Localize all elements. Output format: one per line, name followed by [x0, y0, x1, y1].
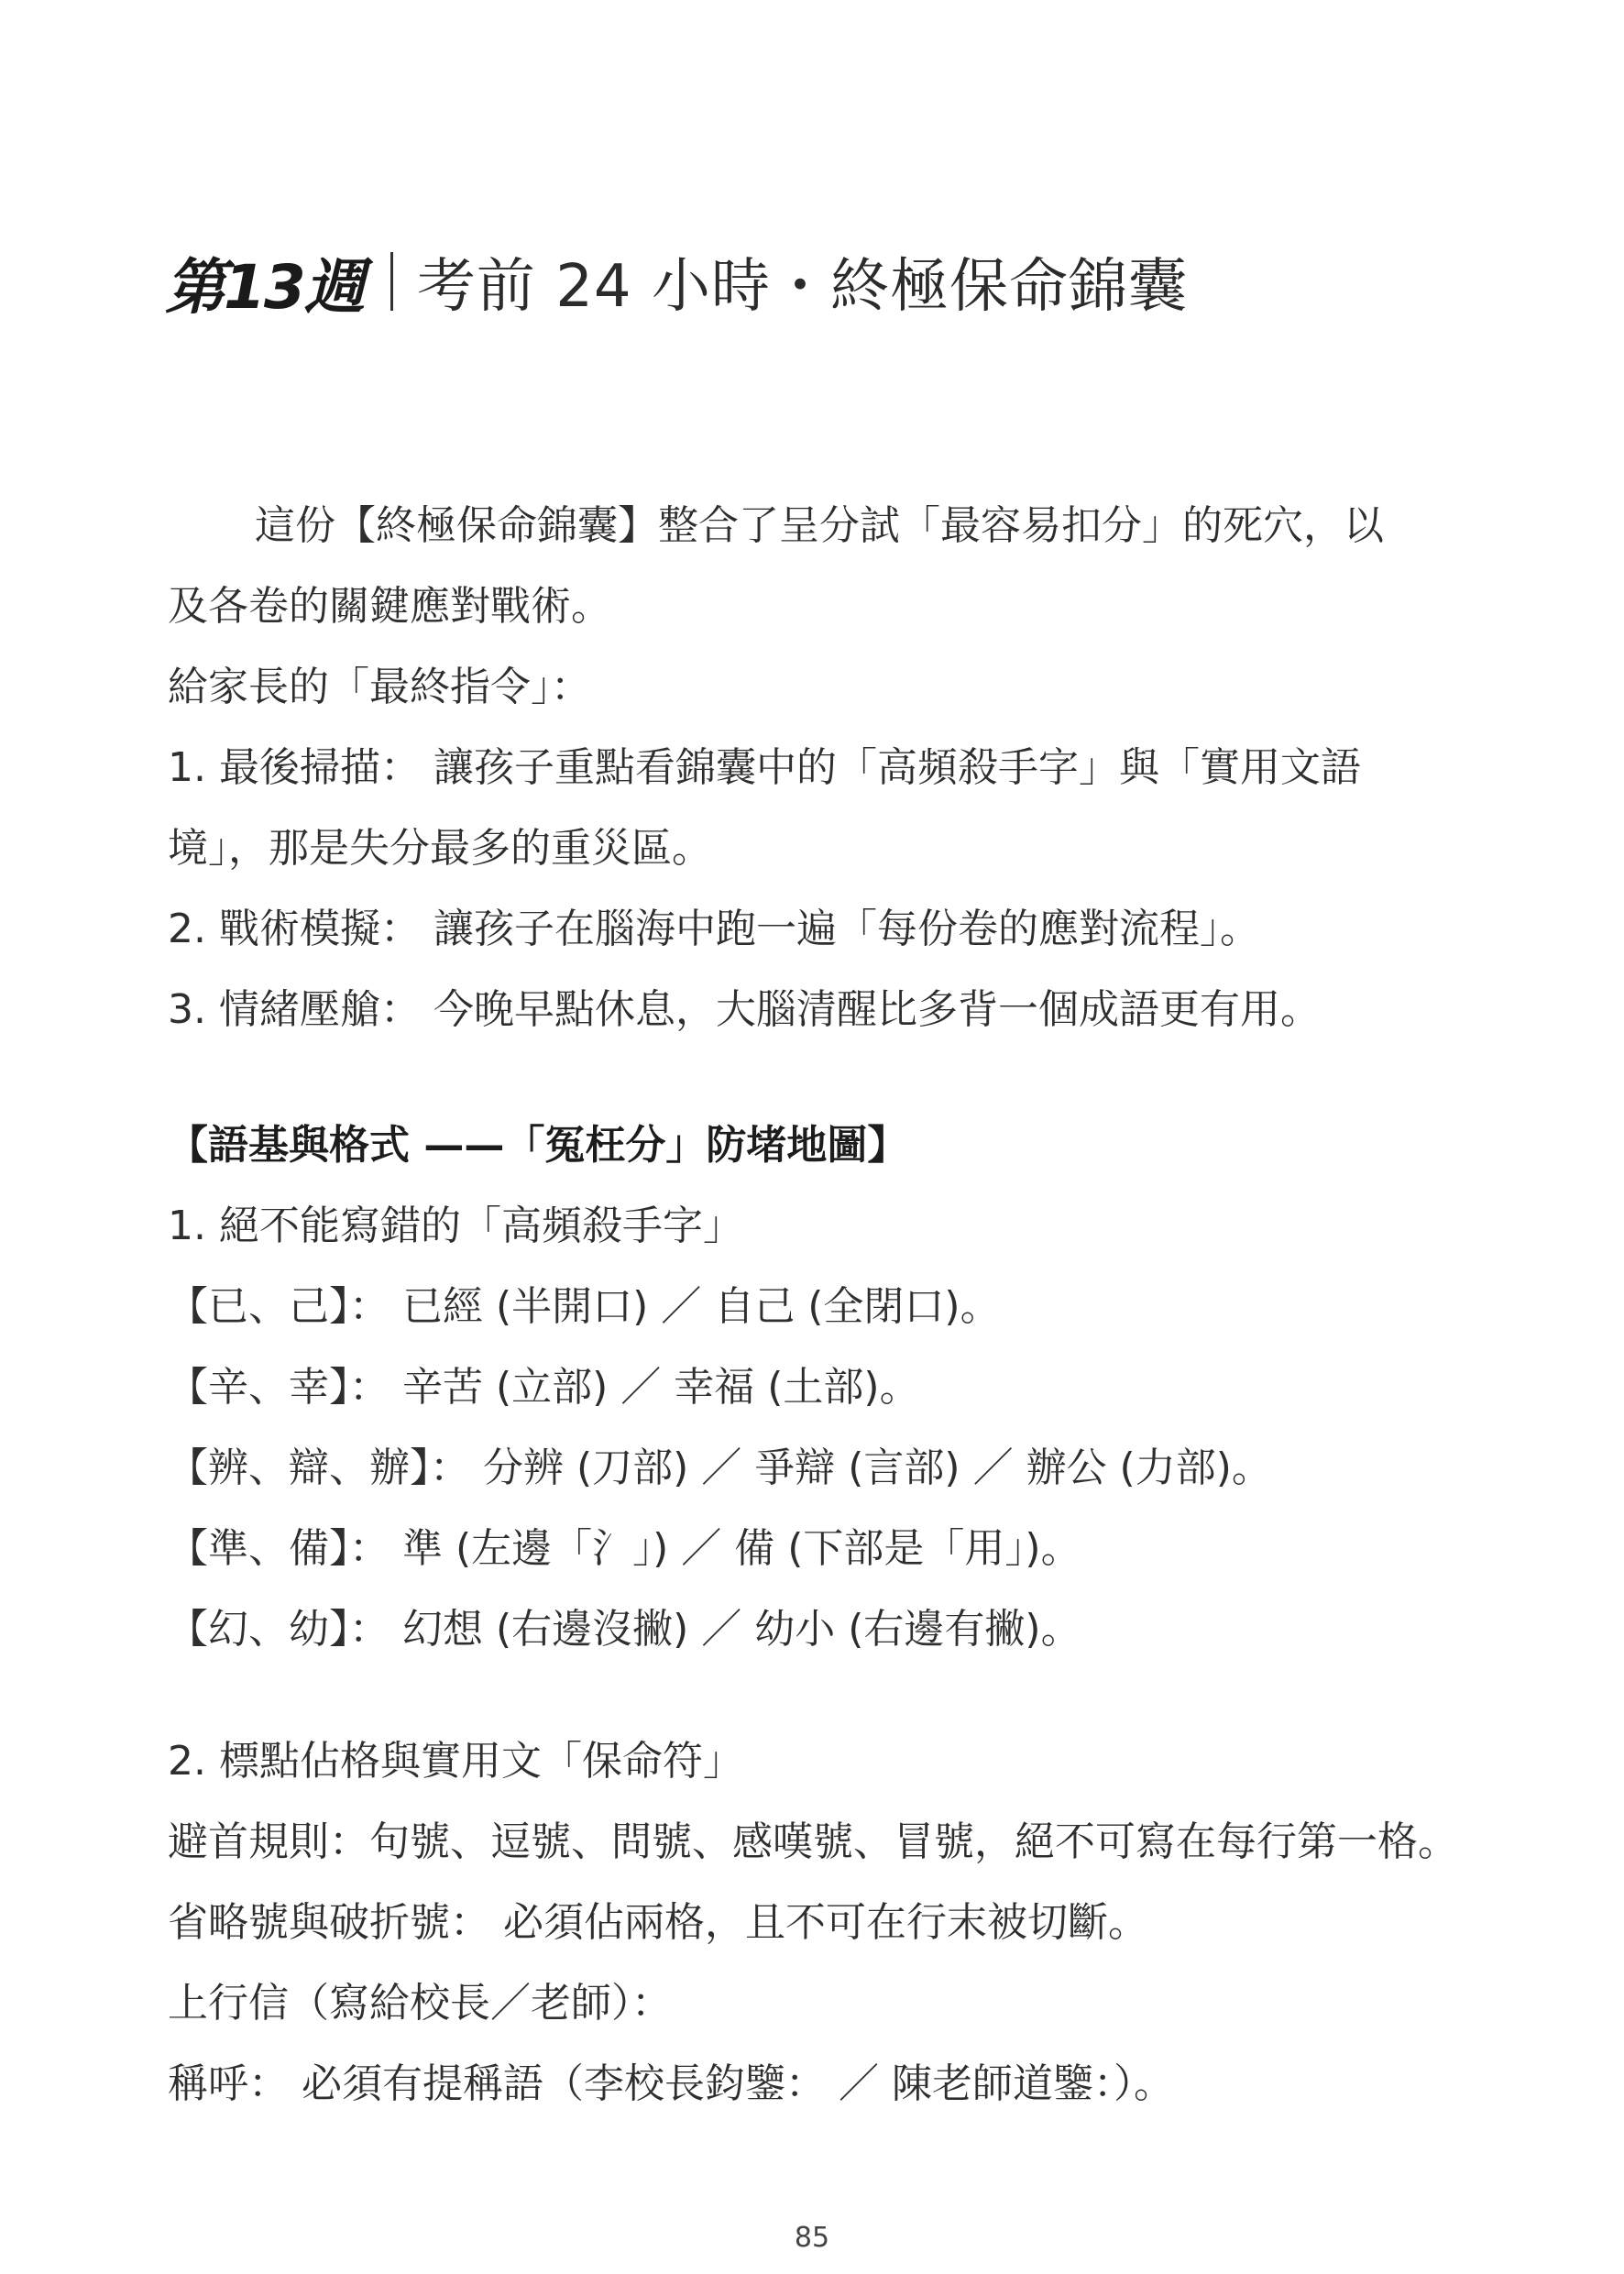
page-title [165, 240, 1188, 323]
section-2-subheading: 2. 標點佔格與實用文「保命符」 [168, 1738, 743, 1785]
character-row: 【已、己】： 已經 (半開口) ／ 自己 (全閉口)。 [168, 1283, 1001, 1330]
character-row: 【辛、幸】： 辛苦 (立部) ／ 幸福 (土部)。 [168, 1364, 920, 1411]
title-main-text: 考前 24 小時・終極保命錦囊 [416, 253, 1188, 321]
title-week-label: 第13週 [165, 251, 363, 323]
letter-format-line: 稱呼： 必須有提稱語（李校長鈞鑒： ／ 陳老師道鑒：）。 [168, 2060, 1174, 2107]
parents-heading: 給家長的「最終指令」： [168, 664, 591, 710]
section-1-heading: 【語基與格式 ——「冤枉分」防堵地圖】 [168, 1122, 908, 1169]
intro-line-2: 及各卷的關鍵應對戰術。 [168, 583, 611, 630]
section-1-subheading: 1. 絕不能寫錯的「高頻殺手字」 [168, 1203, 743, 1249]
character-row: 【辨、辯、辦】： 分辨 (刀部) ／ 爭辯 (言部) ／ 辦公 (力部)。 [168, 1445, 1272, 1491]
page-number: 85 [794, 2222, 830, 2254]
parents-item-2: 2. 戰術模擬： 讓孩子在腦海中跑一遍「每份卷的應對流程」。 [168, 906, 1260, 952]
letter-format-line: 上行信（寫給校長／老師）： [168, 1980, 672, 2027]
punctuation-rule-line: 避首規則：句號、逗號、問號、感嘆號、冒號，絕不可寫在每行第一格。 [168, 1818, 1458, 1865]
intro-line-1: 這份【終極保命錦囊】整合了呈分試「最容易扣分」的死穴，以 [255, 502, 1384, 549]
parents-item-3: 3. 情緒壓艙： 今晚早點休息，大腦清醒比多背一個成語更有用。 [168, 986, 1321, 1033]
title-divider [390, 252, 393, 311]
parents-item-1-line-2: 境」，那是失分最多的重災區。 [168, 825, 712, 872]
parents-item-1-line-1: 1. 最後掃描： 讓孩子重點看錦囊中的「高頻殺手字」與「實用文語 [168, 744, 1361, 791]
character-row: 【幻、幼】： 幻想 (右邊沒撇) ／ 幼小 (右邊有撇)。 [168, 1606, 1081, 1653]
punctuation-rule-line: 省略號與破折號： 必須佔兩格，且不可在行末被切斷。 [168, 1899, 1148, 1946]
character-row: 【準、備】： 準 (左邊「氵」) ／ 備 (下部是「用」)。 [168, 1525, 1081, 1572]
